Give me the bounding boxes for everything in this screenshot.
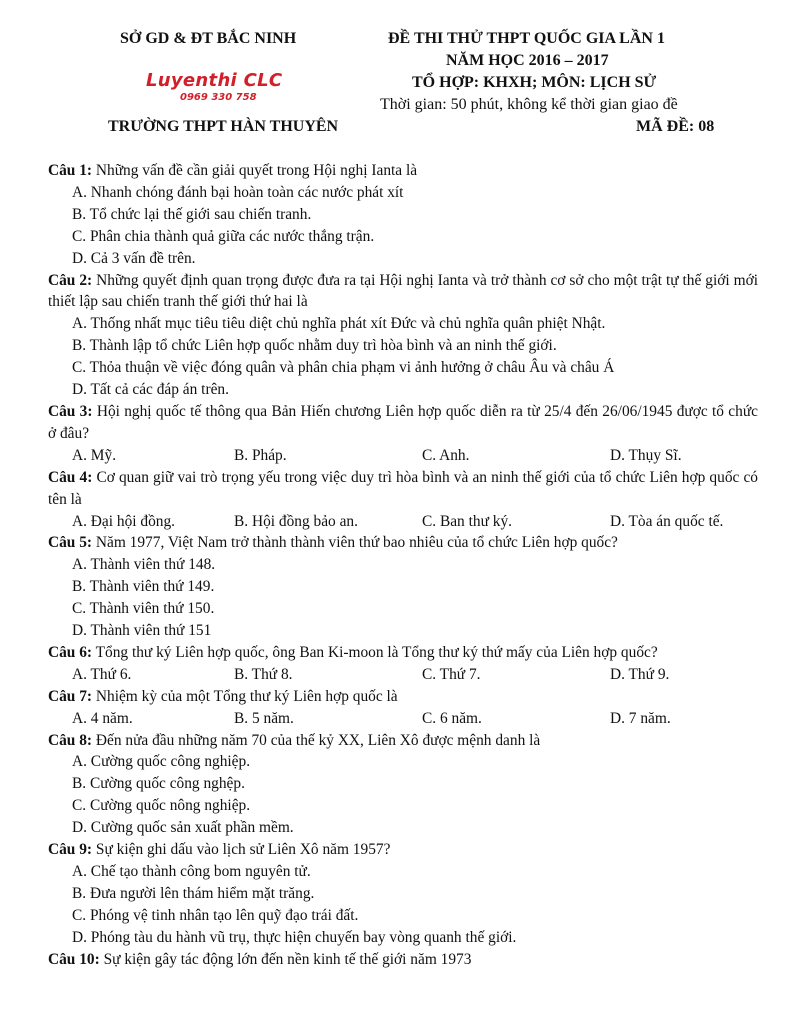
answer-option: D. Cường quốc sản xuất phần mềm.	[72, 819, 294, 837]
exam-subject: TỔ HỢP: KHXH; MÔN: LỊCH SỬ	[412, 74, 657, 91]
exam-code: MÃ ĐỀ: 08	[636, 118, 715, 135]
answer-option: A. Cường quốc công nghiệp.	[72, 753, 251, 771]
department-name: SỞ GD & ĐT BẮC NINH	[120, 30, 297, 47]
answer-option: B. Pháp.	[234, 446, 287, 464]
answer-option: D. 7 năm.	[610, 709, 671, 727]
question	[48, 839, 758, 949]
question-stem	[48, 467, 758, 511]
question-stem	[48, 642, 758, 664]
answer-option: D. Tất cả các đáp án trên.	[72, 381, 229, 399]
answer-option: D. Phóng tàu du hành vũ trụ, thực hiện chuyến bay vòng quanh thế giới.	[72, 928, 517, 946]
answer-option: D. Thụy Sĩ.	[610, 446, 682, 464]
question	[48, 270, 758, 401]
question	[48, 401, 758, 467]
question	[48, 686, 758, 730]
answer-row	[48, 708, 758, 730]
school-name: TRƯỜNG THPT HÀN THUYÊN	[108, 118, 339, 135]
question-text: Hội nghị quốc tế thông qua Bản Hiến chương Liên hợp quốc diễn ra từ 25/4 đến 26/06/1945 được tổ chức ở đâu?	[48, 402, 758, 442]
question-stem	[48, 839, 758, 861]
logo-text: Luyenthi CLC	[146, 70, 283, 91]
question-number: Câu 10:	[48, 950, 100, 968]
luyenthi-logo	[146, 70, 296, 108]
question-stem	[48, 270, 758, 314]
answer-option: A. Thống nhất mục tiêu tiêu diệt chủ nghĩa phát xít Đức và chủ nghĩa quân phiệt Nhật.	[72, 315, 606, 333]
question-number: Câu 2:	[48, 271, 93, 289]
answer-option: B. Thành viên thứ 149.	[72, 578, 215, 596]
question-list	[48, 160, 758, 971]
question-text: Tổng thư ký Liên hợp quốc, ông Ban Ki-moon là Tổng thư ký thứ mấy của Liên hợp quốc?	[92, 643, 658, 661]
answer-row	[48, 511, 758, 533]
exam-title: ĐỀ THI THỬ THPT QUỐC GIA LẦN 1	[388, 30, 665, 47]
logo-phone: 0969 330 758	[180, 92, 257, 103]
answer-option: C. 6 năm.	[422, 709, 482, 727]
question-text: Sự kiện gây tác động lớn đến nền kinh tế thế giới năm 1973	[99, 950, 472, 968]
answer-row	[48, 664, 758, 686]
question-stem	[48, 686, 758, 708]
answer-option: B. Hội đồng bảo an.	[234, 512, 358, 530]
answer-option: D. Thứ 9.	[610, 665, 670, 683]
question-number: Câu 3:	[48, 402, 93, 420]
answer-option: A. 4 năm.	[72, 709, 133, 727]
question-text: Năm 1977, Việt Nam trở thành thành viên thứ bao nhiêu của tổ chức Liên hợp quốc?	[92, 534, 618, 552]
question-text: Những quyết định quan trọng được đưa ra tại Hội nghị Ianta và trở thành cơ sở cho một trật tự thế giới mới thiết lập sau chiến tranh thế giới thứ hai là	[48, 271, 758, 311]
question-text: Đến nửa đầu những năm 70 của thế kỷ XX, Liên Xô được mệnh danh là	[92, 731, 541, 749]
question-stem	[48, 160, 758, 182]
question-text: Cơ quan giữ vai trò trọng yếu trong việc duy trì hòa bình và an ninh thế giới của tổ chức Liên hợp quốc có tên là	[48, 468, 758, 508]
question-stem	[48, 532, 758, 554]
answer-option: B. Đưa người lên thám hiểm mặt trăng.	[72, 884, 315, 902]
question-number: Câu 4:	[48, 468, 93, 486]
question-number: Câu 8:	[48, 731, 93, 749]
question-text: Những vấn đề cần giải quyết trong Hội nghị Ianta là	[92, 162, 418, 179]
question	[48, 160, 758, 270]
answer-option: A. Thứ 6.	[72, 665, 132, 683]
answer-option: C. Phân chia thành quả giữa các nước thắng trận.	[72, 227, 375, 245]
question	[48, 642, 758, 686]
school-year: NĂM HỌC 2016 – 2017	[446, 52, 609, 69]
question-number: Câu 5:	[48, 534, 93, 552]
question-number: Câu 7:	[48, 687, 93, 705]
answer-option: D. Cả 3 vấn đề trên.	[72, 249, 196, 267]
answer-option: C. Cường quốc nông nghiệp.	[72, 797, 251, 815]
answer-option: B. Thứ 8.	[234, 665, 293, 683]
question-text: Sự kiện ghi dấu vào lịch sử Liên Xô năm 1957?	[92, 841, 391, 859]
exam-time: Thời gian: 50 phút, không kể thời gian giao đề	[380, 96, 678, 113]
question	[48, 467, 758, 533]
question	[48, 949, 758, 971]
answer-option: D. Thành viên thứ 151	[72, 622, 212, 640]
answer-option: A. Mỹ.	[72, 446, 117, 464]
question-number: Câu 6:	[48, 643, 93, 661]
answer-option: B. Thành lập tổ chức Liên hợp quốc nhằm duy trì hòa bình và an ninh thế giới.	[72, 337, 557, 355]
answer-option: B. Cường quốc công nghệp.	[72, 775, 245, 793]
question	[48, 532, 758, 642]
answer-option: B. 5 năm.	[234, 709, 294, 727]
answer-option: C. Phóng vệ tinh nhân tạo lên quỹ đạo trái đất.	[72, 906, 359, 924]
answer-option: C. Thỏa thuận về việc đóng quân và phân chia phạm vi ảnh hưởng ở châu Âu và châu Á	[72, 359, 615, 377]
question-number: Câu 1:	[48, 162, 93, 179]
question-stem	[48, 730, 758, 752]
answer-option: C. Anh.	[422, 446, 470, 464]
answer-row	[48, 445, 758, 467]
question	[48, 730, 758, 840]
answer-option: A. Đại hội đồng.	[72, 512, 176, 530]
answer-option: D. Tòa án quốc tế.	[610, 512, 724, 530]
question-stem	[48, 949, 758, 971]
answer-option: C. Thành viên thứ 150.	[72, 600, 215, 618]
answer-option: B. Tổ chức lại thế giới sau chiến tranh.	[72, 205, 312, 223]
answer-option: A. Nhanh chóng đánh bại hoàn toàn các nước phát xít	[72, 183, 404, 201]
question-text: Nhiệm kỳ của một Tổng thư ký Liên hợp quốc là	[92, 687, 398, 705]
question-stem	[48, 401, 758, 445]
answer-option: A. Thành viên thứ 148.	[72, 556, 216, 574]
answer-option: C. Ban thư ký.	[422, 512, 512, 530]
question-number: Câu 9:	[48, 841, 93, 859]
answer-option: C. Thứ 7.	[422, 665, 481, 683]
answer-option: A. Chế tạo thành công bom nguyên tử.	[72, 863, 311, 880]
exam-header	[0, 0, 800, 160]
